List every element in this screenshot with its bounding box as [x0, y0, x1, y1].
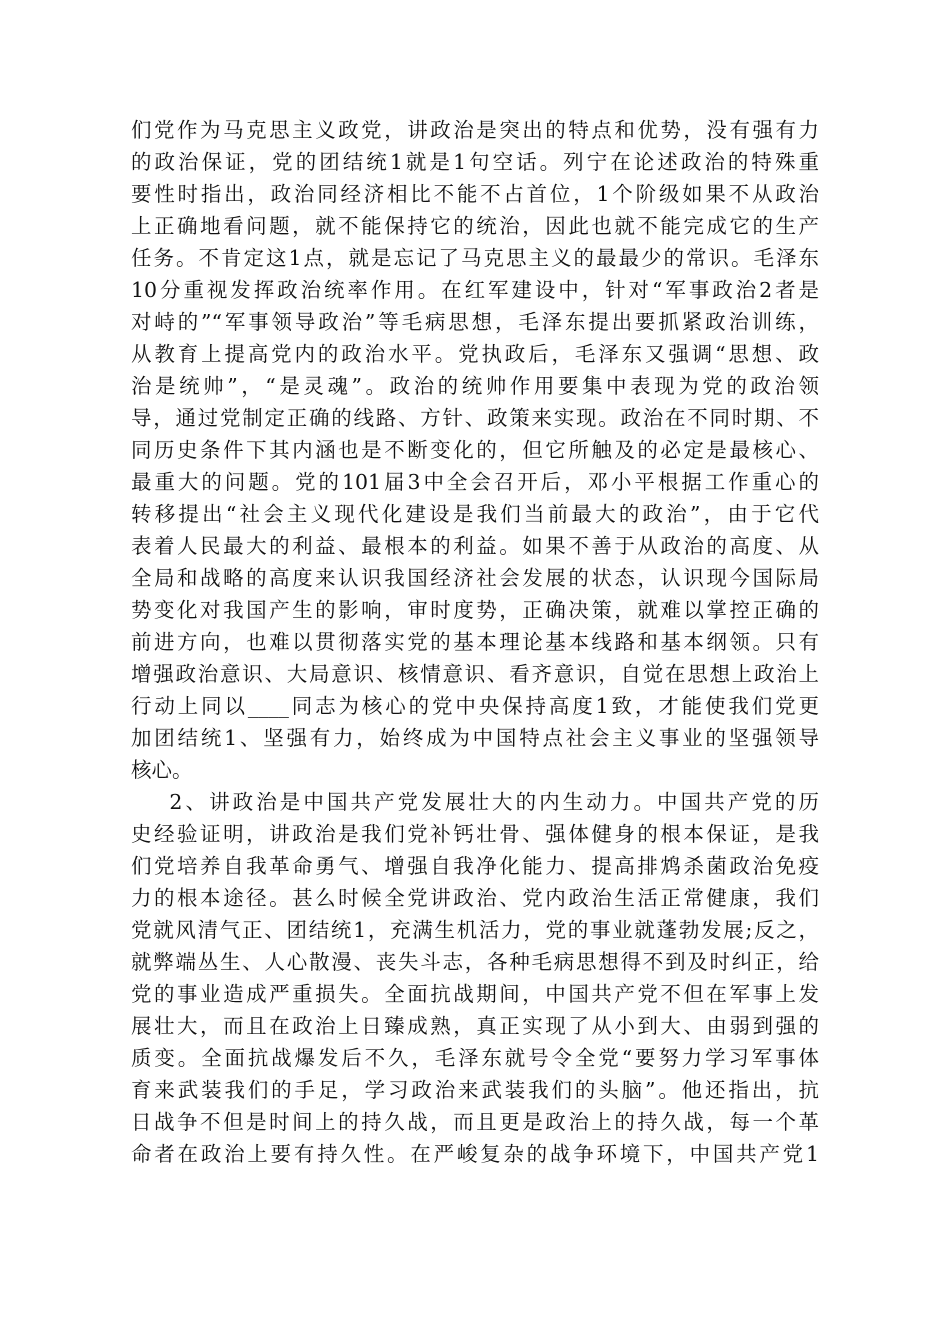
text-line: 10分重视发挥政治统率作用。在红军建设中，针对“军事政治2者是: [131, 278, 819, 302]
text-line: 从教育上提高党内的政治水平。党执政后，毛泽东又强调“思想、政: [131, 342, 819, 366]
text-line: 治是统帅”，“是灵魂”。政治的统帅作用要集中表现为党的政治领: [131, 374, 819, 398]
text-line: 育来武装我们的手足，学习政治来武装我们的头脑”。他还指出，抗: [131, 1078, 819, 1102]
text-line: 表着人民最大的利益、最根本的利益。如果不善于从政治的高度、从: [131, 534, 819, 558]
text-line: 日战争不但是时间上的持久战，而且更是政治上的持久战，每一个革: [131, 1110, 819, 1134]
text-line: 行动上同以____同志为核心的党中央保持高度1致，才能使我们党更: [131, 694, 819, 718]
text-line: 最重大的问题。党的101届3中全会召开后，邓小平根据工作重心的: [131, 470, 819, 494]
text-line: 质变。全面抗战爆发后不久，毛泽东就号令全党“要努力学习军事体: [131, 1046, 819, 1070]
text-line: 命者在政治上要有持久性。在严峻复杂的战争环境下，中国共产党1: [131, 1142, 819, 1166]
text-line: 党的事业造成严重损失。全面抗战期间，中国共产党不但在军事上发: [131, 982, 819, 1006]
text-line: 展壮大，而且在政治上日臻成熟，真正实现了从小到大、由弱到强的: [131, 1014, 819, 1038]
text-line: 力的根本途径。甚么时候全党讲政治、党内政治生活正常健康，我们: [131, 886, 819, 910]
text-line: 们党作为马克思主义政党，讲政治是突出的特点和优势，没有强有力: [131, 118, 819, 142]
paragraph-1: [131, 114, 819, 786]
text-line: 势变化对我国产生的影响，审时度势，正确决策，就难以掌控正确的: [131, 598, 819, 622]
text-line: 前进方向，也难以贯彻落实党的基本理论基本线路和基本纲领。只有: [131, 630, 819, 654]
text-line: 的政治保证，党的团结统1就是1句空话。列宁在论述政治的特殊重: [131, 150, 819, 174]
text-line: 要性时指出，政治同经济相比不能不占首位，1个阶级如果不从政治: [131, 182, 819, 206]
text-line: 史经验证明，讲政治是我们党补钙壮骨、强体健身的根本保证，是我: [131, 822, 819, 846]
text-line: 全局和战略的高度来认识我国经济社会发展的状态，认识现今国际局: [131, 566, 819, 590]
text-line: 导，通过党制定正确的线路、方针、政策来实现。政治在不同时期、不: [131, 406, 819, 430]
text-line: 党就风清气正、团结统1，充满生机活力，党的事业就蓬勃发展;反之，: [131, 918, 819, 942]
text-line: 就弊端丛生、人心散漫、丧失斗志，各种毛病思想得不到及时纠正，给: [131, 950, 819, 974]
text-line: 2、讲政治是中国共产党发展壮大的内生动力。中国共产党的历: [131, 790, 819, 814]
document-body: [131, 114, 819, 1170]
text-line: 核心。: [131, 758, 193, 782]
text-line: 任务。不肯定这1点，就是忘记了马克思主义的最最少的常识。毛泽东: [131, 246, 819, 270]
text-line: 加团结统1、坚强有力，始终成为中国特点社会主义事业的坚强领导: [131, 726, 819, 750]
text-line: 增强政治意识、大局意识、核情意识、看齐意识，自觉在思想上政治上: [131, 662, 819, 686]
text-line: 对峙的”“军事领导政治”等毛病思想，毛泽东提出要抓紧政治训练，: [131, 310, 819, 334]
text-line: 上正确地看问题，就不能保持它的统治，因此也就不能完成它的生产: [131, 214, 819, 238]
text-line: 同历史条件下其内涵也是不断变化的，但它所触及的必定是最核心、: [131, 438, 819, 462]
text-line: 们党培养自我革命勇气、增强自我净化能力、提高排鸩杀菌政治免疫: [131, 854, 819, 878]
text-line: 转移提出“社会主义现代化建设是我们当前最大的政治”，由于它代: [131, 502, 819, 526]
paragraph-2: [131, 786, 819, 1170]
